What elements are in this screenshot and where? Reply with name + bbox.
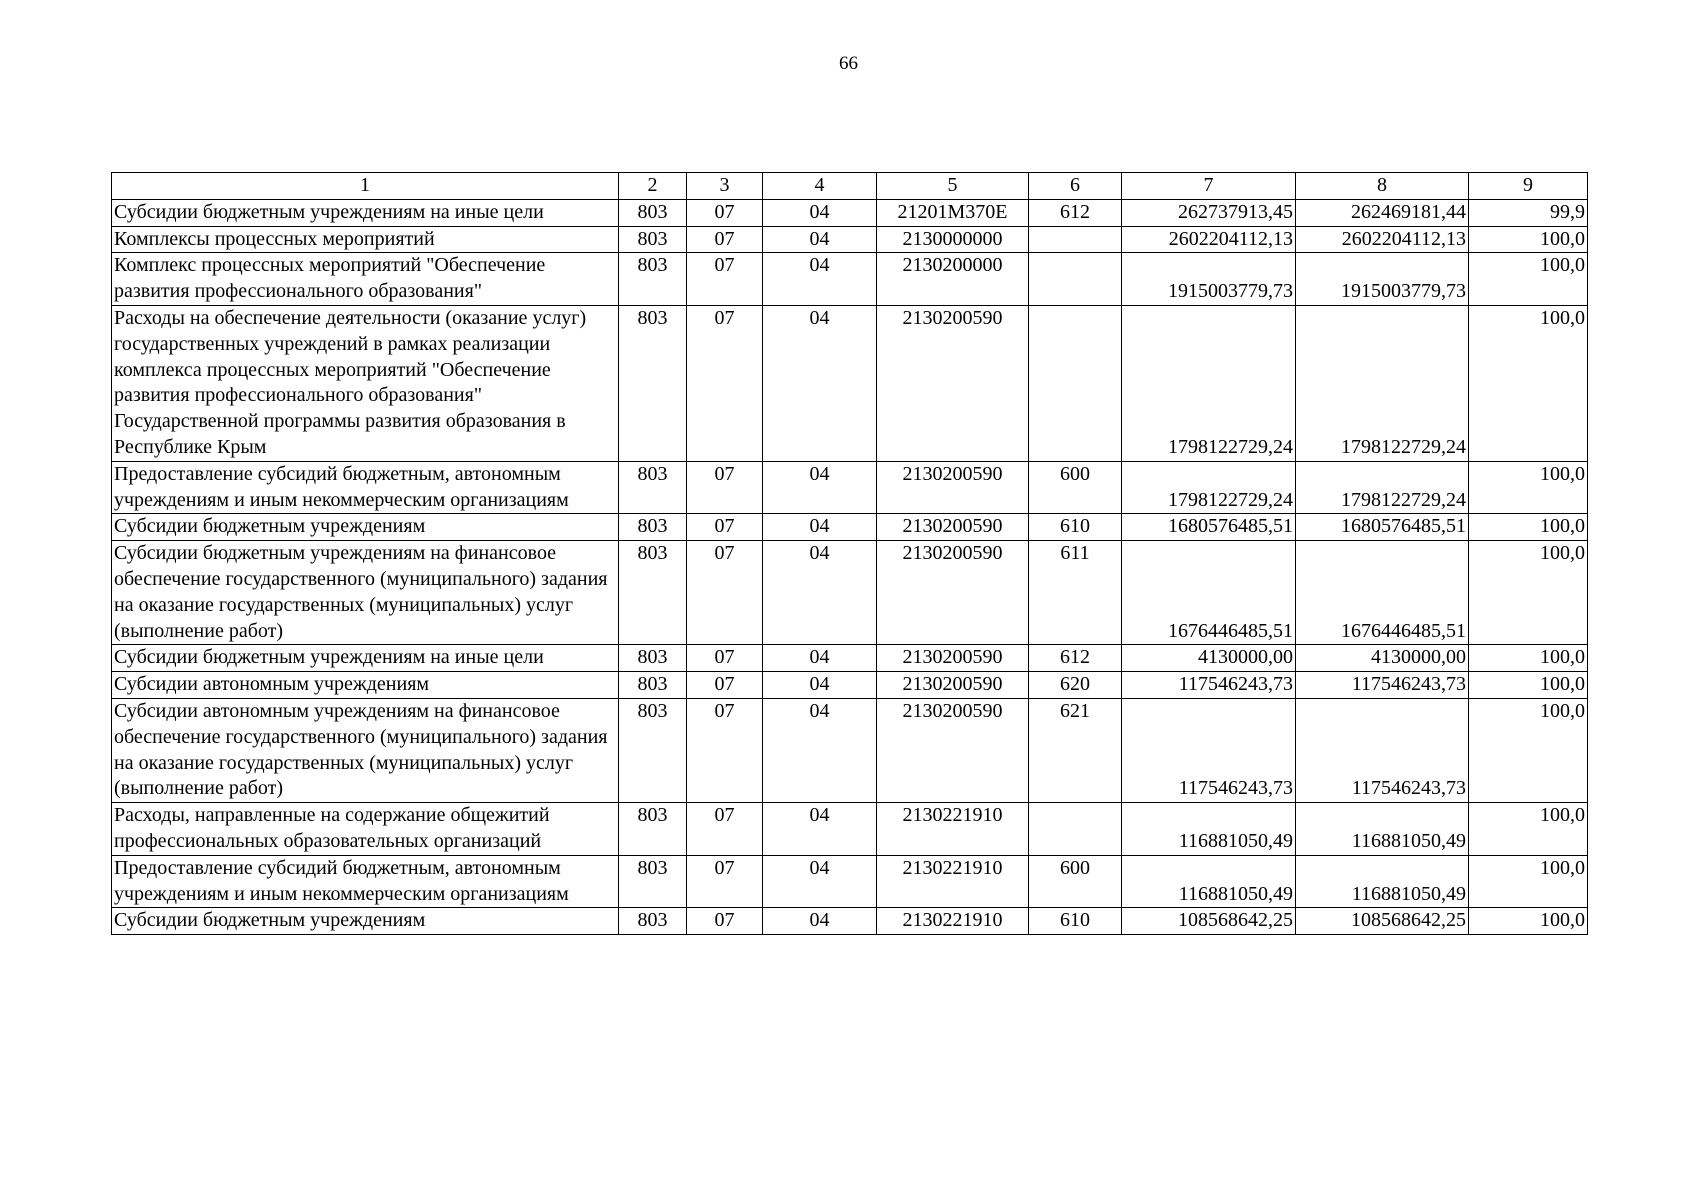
row-code-cell: 803 [619, 672, 687, 699]
row-type-cell: 621 [1029, 698, 1122, 802]
row-subsection-cell: 04 [763, 226, 877, 253]
row-percent-cell: 100,0 [1469, 908, 1588, 935]
row-actual-cell: 116881050,49 [1296, 803, 1469, 856]
row-actual-cell: 117546243,73 [1296, 698, 1469, 802]
row-percent-cell: 100,0 [1469, 514, 1588, 541]
row-target-cell: 2130200590 [877, 541, 1029, 645]
row-code-cell: 803 [619, 645, 687, 672]
row-type-cell: 610 [1029, 514, 1122, 541]
row-type-cell: 612 [1029, 645, 1122, 672]
header-cell: 7 [1122, 173, 1296, 200]
row-name-cell: Предоставление субсидий бюджетным, автономным учреждениям и иным некоммерческим организациям [112, 461, 619, 514]
row-code-cell: 803 [619, 253, 687, 306]
row-code-cell: 803 [619, 226, 687, 253]
table-row [112, 698, 1588, 802]
table-row [112, 645, 1588, 672]
row-plan-cell: 117546243,73 [1122, 698, 1296, 802]
row-plan-cell: 262737913,45 [1122, 199, 1296, 226]
row-target-cell: 2130200590 [877, 305, 1029, 461]
row-name-cell: Субсидии автономным учреждениям [112, 672, 619, 699]
row-code-cell: 803 [619, 305, 687, 461]
row-plan-cell: 1798122729,24 [1122, 461, 1296, 514]
row-code-cell: 803 [619, 698, 687, 802]
row-name-cell: Расходы, направленные на содержание общежитий профессиональных образовательных организаций [112, 803, 619, 856]
table-row [112, 514, 1588, 541]
row-name-cell: Субсидии бюджетным учреждениям [112, 514, 619, 541]
table-row [112, 253, 1588, 306]
row-name-cell: Субсидии бюджетным учреждениям на иные цели [112, 199, 619, 226]
table-row [112, 855, 1588, 908]
row-plan-cell: 116881050,49 [1122, 803, 1296, 856]
row-section-cell: 07 [687, 541, 763, 645]
row-subsection-cell: 04 [763, 461, 877, 514]
row-name-cell: Субсидии бюджетным учреждениям [112, 908, 619, 935]
row-target-cell: 2130200590 [877, 698, 1029, 802]
row-type-cell: 610 [1029, 908, 1122, 935]
row-subsection-cell: 04 [763, 645, 877, 672]
row-plan-cell: 2602204112,13 [1122, 226, 1296, 253]
row-actual-cell: 117546243,73 [1296, 672, 1469, 699]
table-row [112, 199, 1588, 226]
row-section-cell: 07 [687, 514, 763, 541]
header-cell: 4 [763, 173, 877, 200]
row-target-cell: 2130200590 [877, 645, 1029, 672]
row-code-cell: 803 [619, 803, 687, 856]
table-row [112, 305, 1588, 461]
row-section-cell: 07 [687, 226, 763, 253]
row-percent-cell: 100,0 [1469, 672, 1588, 699]
row-percent-cell: 100,0 [1469, 253, 1588, 306]
row-target-cell: 2130200590 [877, 672, 1029, 699]
row-code-cell: 803 [619, 855, 687, 908]
header-cell: 9 [1469, 173, 1588, 200]
row-target-cell: 2130000000 [877, 226, 1029, 253]
table-row [112, 908, 1588, 935]
row-subsection-cell: 04 [763, 908, 877, 935]
row-target-cell: 2130200000 [877, 253, 1029, 306]
row-percent-cell: 100,0 [1469, 645, 1588, 672]
row-percent-cell: 100,0 [1469, 541, 1588, 645]
budget-table [111, 172, 1588, 935]
header-cell: 2 [619, 173, 687, 200]
table-row [112, 461, 1588, 514]
row-subsection-cell: 04 [763, 541, 877, 645]
row-code-cell: 803 [619, 908, 687, 935]
row-name-cell: Расходы на обеспечение деятельности (оказание услуг) государственных учреждений в рамках реализации комплекса процессных мероприятий "Обеспечение развития профессионального образования" Государственной программы развития образования в Республике Крым [112, 305, 619, 461]
row-plan-cell: 108568642,25 [1122, 908, 1296, 935]
row-actual-cell: 1915003779,73 [1296, 253, 1469, 306]
header-cell: 1 [112, 173, 619, 200]
row-target-cell: 2130200590 [877, 514, 1029, 541]
row-type-cell: 612 [1029, 199, 1122, 226]
row-percent-cell: 99,9 [1469, 199, 1588, 226]
row-actual-cell: 262469181,44 [1296, 199, 1469, 226]
row-subsection-cell: 04 [763, 855, 877, 908]
row-type-cell: 600 [1029, 461, 1122, 514]
row-plan-cell: 4130000,00 [1122, 645, 1296, 672]
row-plan-cell: 1680576485,51 [1122, 514, 1296, 541]
row-section-cell: 07 [687, 672, 763, 699]
row-percent-cell: 100,0 [1469, 305, 1588, 461]
row-subsection-cell: 04 [763, 199, 877, 226]
table-row [112, 541, 1588, 645]
row-actual-cell: 2602204112,13 [1296, 226, 1469, 253]
row-name-cell: Комплекс процессных мероприятий "Обеспечение развития профессионального образования" [112, 253, 619, 306]
row-actual-cell: 108568642,25 [1296, 908, 1469, 935]
row-actual-cell: 1798122729,24 [1296, 461, 1469, 514]
table-row [112, 672, 1588, 699]
row-type-cell [1029, 305, 1122, 461]
row-subsection-cell: 04 [763, 672, 877, 699]
row-plan-cell: 1676446485,51 [1122, 541, 1296, 645]
header-cell: 8 [1296, 173, 1469, 200]
row-target-cell: 2130221910 [877, 908, 1029, 935]
row-type-cell: 620 [1029, 672, 1122, 699]
row-target-cell: 2130221910 [877, 803, 1029, 856]
row-plan-cell: 1798122729,24 [1122, 305, 1296, 461]
row-code-cell: 803 [619, 199, 687, 226]
header-cell: 6 [1029, 173, 1122, 200]
row-target-cell: 2130200590 [877, 461, 1029, 514]
row-type-cell [1029, 253, 1122, 306]
row-actual-cell: 4130000,00 [1296, 645, 1469, 672]
table-header-row [112, 173, 1588, 200]
row-section-cell: 07 [687, 305, 763, 461]
page-number: 66 [839, 53, 858, 74]
row-name-cell: Комплексы процессных мероприятий [112, 226, 619, 253]
row-code-cell: 803 [619, 541, 687, 645]
row-percent-cell: 100,0 [1469, 698, 1588, 802]
row-name-cell: Предоставление субсидий бюджетным, автономным учреждениям и иным некоммерческим организациям [112, 855, 619, 908]
header-cell: 5 [877, 173, 1029, 200]
row-actual-cell: 1680576485,51 [1296, 514, 1469, 541]
row-percent-cell: 100,0 [1469, 461, 1588, 514]
row-subsection-cell: 04 [763, 698, 877, 802]
row-percent-cell: 100,0 [1469, 803, 1588, 856]
row-actual-cell: 1798122729,24 [1296, 305, 1469, 461]
row-type-cell: 600 [1029, 855, 1122, 908]
row-subsection-cell: 04 [763, 305, 877, 461]
row-type-cell: 611 [1029, 541, 1122, 645]
row-subsection-cell: 04 [763, 514, 877, 541]
row-section-cell: 07 [687, 253, 763, 306]
row-plan-cell: 1915003779,73 [1122, 253, 1296, 306]
row-code-cell: 803 [619, 461, 687, 514]
row-section-cell: 07 [687, 803, 763, 856]
row-type-cell [1029, 803, 1122, 856]
row-name-cell: Субсидии бюджетным учреждениям на иные цели [112, 645, 619, 672]
row-plan-cell: 117546243,73 [1122, 672, 1296, 699]
row-target-cell: 2130221910 [877, 855, 1029, 908]
row-name-cell: Субсидии бюджетным учреждениям на финансовое обеспечение государственного (муниципального) задания на оказание государственных (муниципальных) услуг (выполнение работ) [112, 541, 619, 645]
row-section-cell: 07 [687, 908, 763, 935]
row-type-cell [1029, 226, 1122, 253]
row-plan-cell: 116881050,49 [1122, 855, 1296, 908]
table-row [112, 226, 1588, 253]
row-percent-cell: 100,0 [1469, 226, 1588, 253]
row-code-cell: 803 [619, 514, 687, 541]
header-cell: 3 [687, 173, 763, 200]
row-section-cell: 07 [687, 645, 763, 672]
row-name-cell: Субсидии автономным учреждениям на финансовое обеспечение государственного (муниципального) задания на оказание государственных (муниципальных) услуг (выполнение работ) [112, 698, 619, 802]
table-row [112, 803, 1588, 856]
row-section-cell: 07 [687, 855, 763, 908]
row-section-cell: 07 [687, 698, 763, 802]
row-actual-cell: 1676446485,51 [1296, 541, 1469, 645]
row-target-cell: 21201M370E [877, 199, 1029, 226]
row-subsection-cell: 04 [763, 253, 877, 306]
row-actual-cell: 116881050,49 [1296, 855, 1469, 908]
row-percent-cell: 100,0 [1469, 855, 1588, 908]
row-subsection-cell: 04 [763, 803, 877, 856]
row-section-cell: 07 [687, 199, 763, 226]
row-section-cell: 07 [687, 461, 763, 514]
